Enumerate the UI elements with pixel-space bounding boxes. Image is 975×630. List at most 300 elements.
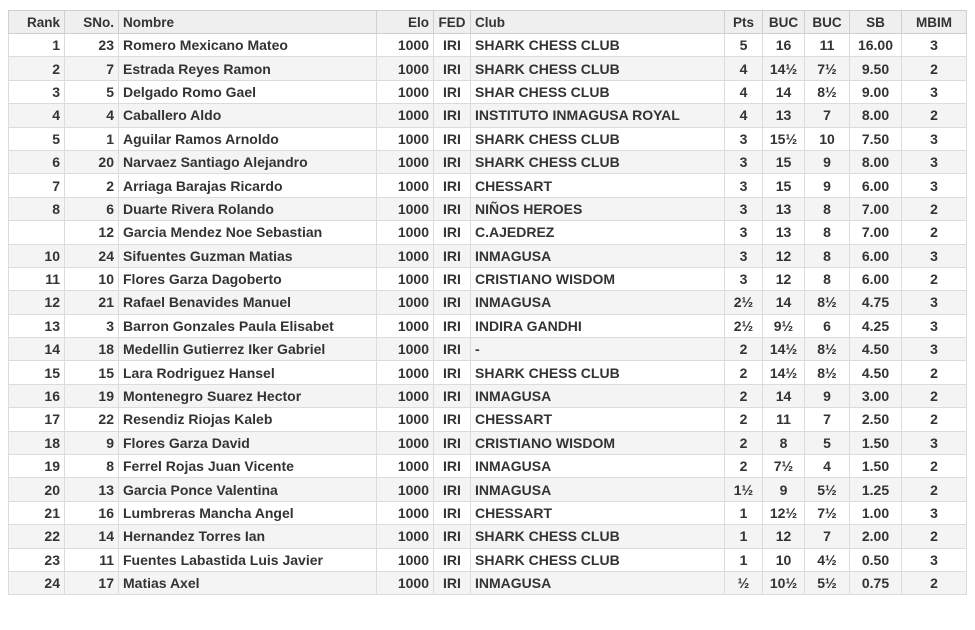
sonneborn-berger-cell: 7.50: [850, 127, 902, 150]
rank-cell: 7: [9, 174, 65, 197]
starting-number-cell: 18: [65, 338, 119, 361]
table-row: [9, 127, 967, 150]
points-cell: 2: [725, 408, 763, 431]
buchholz-cell: 9: [763, 478, 805, 501]
header-rank[interactable]: Rank: [9, 11, 65, 34]
points-cell: 2½: [725, 291, 763, 314]
mbim-cell: 2: [902, 384, 967, 407]
federation-cell: IRI: [434, 408, 471, 431]
elo-cell: 1000: [377, 197, 434, 220]
federation-cell: IRI: [434, 221, 471, 244]
elo-cell: 1000: [377, 34, 434, 57]
buchholz-cut-cell: 7½: [805, 57, 850, 80]
club-cell: CHESSART: [471, 501, 725, 524]
mbim-cell: 2: [902, 455, 967, 478]
rank-cell: 4: [9, 104, 65, 127]
federation-cell: IRI: [434, 291, 471, 314]
club-cell: -: [471, 338, 725, 361]
federation-cell: IRI: [434, 455, 471, 478]
rank-cell: 15: [9, 361, 65, 384]
rank-cell: 12: [9, 291, 65, 314]
table-row: [9, 431, 967, 454]
buchholz-cell: 14½: [763, 361, 805, 384]
rank-cell: 14: [9, 338, 65, 361]
elo-cell: 1000: [377, 104, 434, 127]
mbim-cell: 3: [902, 127, 967, 150]
federation-cell: IRI: [434, 197, 471, 220]
buchholz-cut-cell: 8: [805, 267, 850, 290]
club-cell: INMAGUSA: [471, 478, 725, 501]
federation-cell: IRI: [434, 174, 471, 197]
starting-number-cell: 9: [65, 431, 119, 454]
buchholz-cell: 12½: [763, 501, 805, 524]
player-name-cell: Flores Garza Dagoberto: [119, 267, 377, 290]
starting-number-cell: 23: [65, 34, 119, 57]
buchholz-cut-cell: 8: [805, 221, 850, 244]
table-row: [9, 104, 967, 127]
sonneborn-berger-cell: 1.50: [850, 431, 902, 454]
points-cell: 3: [725, 197, 763, 220]
elo-cell: 1000: [377, 571, 434, 594]
table-row: [9, 314, 967, 337]
club-cell: INMAGUSA: [471, 455, 725, 478]
player-name-cell: Arriaga Barajas Ricardo: [119, 174, 377, 197]
points-cell: 2: [725, 455, 763, 478]
club-cell: INMAGUSA: [471, 384, 725, 407]
federation-cell: IRI: [434, 314, 471, 337]
elo-cell: 1000: [377, 501, 434, 524]
sonneborn-berger-cell: 7.00: [850, 197, 902, 220]
buchholz-cell: 11: [763, 408, 805, 431]
elo-cell: 1000: [377, 221, 434, 244]
sonneborn-berger-cell: 9.00: [850, 80, 902, 103]
player-name-cell: Fuentes Labastida Luis Javier: [119, 548, 377, 571]
points-cell: 1: [725, 525, 763, 548]
federation-cell: IRI: [434, 525, 471, 548]
buchholz-cut-cell: 11: [805, 34, 850, 57]
points-cell: 2½: [725, 314, 763, 337]
sonneborn-berger-cell: 4.50: [850, 361, 902, 384]
buchholz-cell: 7½: [763, 455, 805, 478]
player-name-cell: Flores Garza David: [119, 431, 377, 454]
standings-table: [8, 10, 967, 595]
buchholz-cell: 10½: [763, 571, 805, 594]
standings-body: [9, 34, 967, 595]
elo-cell: 1000: [377, 361, 434, 384]
points-cell: 4: [725, 80, 763, 103]
table-row: [9, 338, 967, 361]
mbim-cell: 3: [902, 34, 967, 57]
table-row: [9, 571, 967, 594]
mbim-cell: 3: [902, 174, 967, 197]
starting-number-cell: 7: [65, 57, 119, 80]
club-cell: INMAGUSA: [471, 291, 725, 314]
header-club[interactable]: Club: [471, 11, 725, 34]
header-buc2[interactable]: BUC: [805, 11, 850, 34]
rank-cell: 22: [9, 525, 65, 548]
starting-number-cell: 17: [65, 571, 119, 594]
federation-cell: IRI: [434, 244, 471, 267]
buchholz-cut-cell: 8½: [805, 361, 850, 384]
table-row: [9, 174, 967, 197]
buchholz-cut-cell: 8: [805, 197, 850, 220]
starting-number-cell: 6: [65, 197, 119, 220]
table-row: [9, 221, 967, 244]
player-name-cell: Estrada Reyes Ramon: [119, 57, 377, 80]
table-row: [9, 267, 967, 290]
rank-cell: 24: [9, 571, 65, 594]
elo-cell: 1000: [377, 267, 434, 290]
starting-number-cell: 14: [65, 525, 119, 548]
starting-number-cell: 15: [65, 361, 119, 384]
club-cell: SHARK CHESS CLUB: [471, 34, 725, 57]
club-cell: SHARK CHESS CLUB: [471, 361, 725, 384]
elo-cell: 1000: [377, 431, 434, 454]
header-row: [9, 11, 967, 34]
rank-cell: 19: [9, 455, 65, 478]
sonneborn-berger-cell: 3.00: [850, 384, 902, 407]
rank-cell: 2: [9, 57, 65, 80]
sonneborn-berger-cell: 1.50: [850, 455, 902, 478]
federation-cell: IRI: [434, 104, 471, 127]
elo-cell: 1000: [377, 455, 434, 478]
rank-cell: 13: [9, 314, 65, 337]
elo-cell: 1000: [377, 525, 434, 548]
player-name-cell: Barron Gonzales Paula Elisabet: [119, 314, 377, 337]
club-cell: SHARK CHESS CLUB: [471, 57, 725, 80]
rank-cell: 6: [9, 150, 65, 173]
buchholz-cell: 12: [763, 525, 805, 548]
federation-cell: IRI: [434, 384, 471, 407]
buchholz-cell: 16: [763, 34, 805, 57]
club-cell: C.AJEDREZ: [471, 221, 725, 244]
player-name-cell: Romero Mexicano Mateo: [119, 34, 377, 57]
sonneborn-berger-cell: 2.00: [850, 525, 902, 548]
player-name-cell: Hernandez Torres Ian: [119, 525, 377, 548]
mbim-cell: 2: [902, 57, 967, 80]
points-cell: 3: [725, 174, 763, 197]
rank-cell: 10: [9, 244, 65, 267]
starting-number-cell: 16: [65, 501, 119, 524]
mbim-cell: 2: [902, 408, 967, 431]
federation-cell: IRI: [434, 34, 471, 57]
federation-cell: IRI: [434, 150, 471, 173]
player-name-cell: Caballero Aldo: [119, 104, 377, 127]
rank-cell: 8: [9, 197, 65, 220]
sonneborn-berger-cell: 9.50: [850, 57, 902, 80]
federation-cell: IRI: [434, 501, 471, 524]
sonneborn-berger-cell: 1.25: [850, 478, 902, 501]
mbim-cell: 3: [902, 150, 967, 173]
sonneborn-berger-cell: 6.00: [850, 267, 902, 290]
starting-number-cell: 12: [65, 221, 119, 244]
sonneborn-berger-cell: 6.00: [850, 174, 902, 197]
sonneborn-berger-cell: 16.00: [850, 34, 902, 57]
starting-number-cell: 5: [65, 80, 119, 103]
header-sno[interactable]: SNo.: [65, 11, 119, 34]
mbim-cell: 2: [902, 571, 967, 594]
rank-cell: 16: [9, 384, 65, 407]
player-name-cell: Delgado Romo Gael: [119, 80, 377, 103]
mbim-cell: 3: [902, 501, 967, 524]
points-cell: 2: [725, 361, 763, 384]
starting-number-cell: 2: [65, 174, 119, 197]
starting-number-cell: 24: [65, 244, 119, 267]
elo-cell: 1000: [377, 174, 434, 197]
buchholz-cell: 8: [763, 431, 805, 454]
mbim-cell: 3: [902, 314, 967, 337]
buchholz-cell: 12: [763, 244, 805, 267]
elo-cell: 1000: [377, 314, 434, 337]
table-row: [9, 34, 967, 57]
buchholz-cell: 13: [763, 197, 805, 220]
club-cell: INSTITUTO INMAGUSA ROYAL: [471, 104, 725, 127]
rank-cell: 21: [9, 501, 65, 524]
points-cell: 3: [725, 150, 763, 173]
buchholz-cell: 9½: [763, 314, 805, 337]
starting-number-cell: 10: [65, 267, 119, 290]
points-cell: 3: [725, 244, 763, 267]
buchholz-cut-cell: 8: [805, 244, 850, 267]
points-cell: 1: [725, 548, 763, 571]
buchholz-cut-cell: 9: [805, 150, 850, 173]
federation-cell: IRI: [434, 57, 471, 80]
points-cell: 3: [725, 127, 763, 150]
points-cell: 2: [725, 338, 763, 361]
table-row: [9, 57, 967, 80]
sonneborn-berger-cell: 0.75: [850, 571, 902, 594]
player-name-cell: Aguilar Ramos Arnoldo: [119, 127, 377, 150]
club-cell: SHARK CHESS CLUB: [471, 548, 725, 571]
header-name[interactable]: Nombre: [119, 11, 377, 34]
table-row: [9, 525, 967, 548]
buchholz-cell: 13: [763, 104, 805, 127]
table-row: [9, 361, 967, 384]
club-cell: SHARK CHESS CLUB: [471, 150, 725, 173]
federation-cell: IRI: [434, 127, 471, 150]
rank-cell: 23: [9, 548, 65, 571]
player-name-cell: Matias Axel: [119, 571, 377, 594]
header-sb[interactable]: SB: [850, 11, 902, 34]
buchholz-cut-cell: 8½: [805, 80, 850, 103]
buchholz-cut-cell: 9: [805, 384, 850, 407]
header-mbim[interactable]: MBIM: [902, 11, 967, 34]
rank-cell: 20: [9, 478, 65, 501]
sonneborn-berger-cell: 4.50: [850, 338, 902, 361]
standings-panel: [8, 10, 966, 595]
club-cell: CRISTIANO WISDOM: [471, 267, 725, 290]
player-name-cell: Duarte Rivera Rolando: [119, 197, 377, 220]
points-cell: ½: [725, 571, 763, 594]
mbim-cell: 3: [902, 338, 967, 361]
club-cell: SHARK CHESS CLUB: [471, 127, 725, 150]
starting-number-cell: 19: [65, 384, 119, 407]
sonneborn-berger-cell: 4.25: [850, 314, 902, 337]
buchholz-cut-cell: 8½: [805, 291, 850, 314]
starting-number-cell: 4: [65, 104, 119, 127]
buchholz-cell: 15: [763, 174, 805, 197]
sonneborn-berger-cell: 8.00: [850, 104, 902, 127]
mbim-cell: 3: [902, 548, 967, 571]
sonneborn-berger-cell: 7.00: [850, 221, 902, 244]
table-row: [9, 478, 967, 501]
starting-number-cell: 20: [65, 150, 119, 173]
header-buc1[interactable]: BUC: [763, 11, 805, 34]
buchholz-cut-cell: 5½: [805, 571, 850, 594]
elo-cell: 1000: [377, 80, 434, 103]
buchholz-cut-cell: 7: [805, 104, 850, 127]
points-cell: 1: [725, 501, 763, 524]
club-cell: SHAR CHESS CLUB: [471, 80, 725, 103]
sonneborn-berger-cell: 1.00: [850, 501, 902, 524]
federation-cell: IRI: [434, 361, 471, 384]
sonneborn-berger-cell: 6.00: [850, 244, 902, 267]
buchholz-cell: 10: [763, 548, 805, 571]
mbim-cell: 2: [902, 361, 967, 384]
table-row: [9, 548, 967, 571]
club-cell: CHESSART: [471, 408, 725, 431]
table-row: [9, 291, 967, 314]
elo-cell: 1000: [377, 150, 434, 173]
player-name-cell: Lumbreras Mancha Angel: [119, 501, 377, 524]
federation-cell: IRI: [434, 571, 471, 594]
rank-cell: 3: [9, 80, 65, 103]
points-cell: 4: [725, 104, 763, 127]
elo-cell: 1000: [377, 57, 434, 80]
header-elo[interactable]: Elo: [377, 11, 434, 34]
sonneborn-berger-cell: 2.50: [850, 408, 902, 431]
table-row: [9, 384, 967, 407]
table-row: [9, 150, 967, 173]
elo-cell: 1000: [377, 291, 434, 314]
sonneborn-berger-cell: 8.00: [850, 150, 902, 173]
club-cell: SHARK CHESS CLUB: [471, 525, 725, 548]
club-cell: CRISTIANO WISDOM: [471, 431, 725, 454]
rank-cell: 1: [9, 34, 65, 57]
buchholz-cell: 14: [763, 291, 805, 314]
buchholz-cut-cell: 6: [805, 314, 850, 337]
mbim-cell: 2: [902, 267, 967, 290]
mbim-cell: 3: [902, 244, 967, 267]
starting-number-cell: 21: [65, 291, 119, 314]
mbim-cell: 2: [902, 197, 967, 220]
player-name-cell: Garcia Ponce Valentina: [119, 478, 377, 501]
player-name-cell: Ferrel Rojas Juan Vicente: [119, 455, 377, 478]
rank-cell: 18: [9, 431, 65, 454]
buchholz-cut-cell: 10: [805, 127, 850, 150]
buchholz-cut-cell: 7: [805, 525, 850, 548]
points-cell: 1½: [725, 478, 763, 501]
player-name-cell: Garcia Mendez Noe Sebastian: [119, 221, 377, 244]
points-cell: 3: [725, 221, 763, 244]
buchholz-cell: 15½: [763, 127, 805, 150]
sonneborn-berger-cell: 4.75: [850, 291, 902, 314]
buchholz-cell: 13: [763, 221, 805, 244]
starting-number-cell: 1: [65, 127, 119, 150]
player-name-cell: Montenegro Suarez Hector: [119, 384, 377, 407]
player-name-cell: Resendiz Riojas Kaleb: [119, 408, 377, 431]
club-cell: INMAGUSA: [471, 244, 725, 267]
buchholz-cell: 14: [763, 80, 805, 103]
rank-cell: 5: [9, 127, 65, 150]
elo-cell: 1000: [377, 478, 434, 501]
player-name-cell: Medellin Gutierrez Iker Gabriel: [119, 338, 377, 361]
rank-cell: 17: [9, 408, 65, 431]
federation-cell: IRI: [434, 478, 471, 501]
club-cell: INMAGUSA: [471, 571, 725, 594]
buchholz-cut-cell: 4: [805, 455, 850, 478]
elo-cell: 1000: [377, 244, 434, 267]
points-cell: 3: [725, 267, 763, 290]
elo-cell: 1000: [377, 408, 434, 431]
mbim-cell: 3: [902, 80, 967, 103]
header-fed[interactable]: FED: [434, 11, 471, 34]
table-row: [9, 408, 967, 431]
federation-cell: IRI: [434, 80, 471, 103]
elo-cell: 1000: [377, 338, 434, 361]
buchholz-cut-cell: 5½: [805, 478, 850, 501]
table-row: [9, 501, 967, 524]
table-row: [9, 455, 967, 478]
player-name-cell: Narvaez Santiago Alejandro: [119, 150, 377, 173]
buchholz-cut-cell: 7: [805, 408, 850, 431]
mbim-cell: 2: [902, 478, 967, 501]
elo-cell: 1000: [377, 127, 434, 150]
buchholz-cut-cell: 8½: [805, 338, 850, 361]
mbim-cell: 2: [902, 525, 967, 548]
elo-cell: 1000: [377, 384, 434, 407]
mbim-cell: 3: [902, 431, 967, 454]
buchholz-cell: 14½: [763, 57, 805, 80]
federation-cell: IRI: [434, 267, 471, 290]
player-name-cell: Rafael Benavides Manuel: [119, 291, 377, 314]
starting-number-cell: 22: [65, 408, 119, 431]
club-cell: INDIRA GANDHI: [471, 314, 725, 337]
federation-cell: IRI: [434, 338, 471, 361]
table-row: [9, 244, 967, 267]
table-row: [9, 80, 967, 103]
buchholz-cut-cell: 5: [805, 431, 850, 454]
buchholz-cell: 14: [763, 384, 805, 407]
federation-cell: IRI: [434, 431, 471, 454]
starting-number-cell: 3: [65, 314, 119, 337]
header-pts[interactable]: Pts: [725, 11, 763, 34]
club-cell: CHESSART: [471, 174, 725, 197]
points-cell: 4: [725, 57, 763, 80]
rank-cell: [9, 221, 65, 244]
club-cell: NIÑOS HEROES: [471, 197, 725, 220]
points-cell: 5: [725, 34, 763, 57]
buchholz-cut-cell: 9: [805, 174, 850, 197]
player-name-cell: Sifuentes Guzman Matias: [119, 244, 377, 267]
points-cell: 2: [725, 384, 763, 407]
player-name-cell: Lara Rodriguez Hansel: [119, 361, 377, 384]
starting-number-cell: 11: [65, 548, 119, 571]
mbim-cell: 3: [902, 291, 967, 314]
starting-number-cell: 13: [65, 478, 119, 501]
points-cell: 2: [725, 431, 763, 454]
rank-cell: 11: [9, 267, 65, 290]
sonneborn-berger-cell: 0.50: [850, 548, 902, 571]
mbim-cell: 2: [902, 221, 967, 244]
buchholz-cell: 14½: [763, 338, 805, 361]
buchholz-cell: 12: [763, 267, 805, 290]
table-row: [9, 197, 967, 220]
buchholz-cell: 15: [763, 150, 805, 173]
federation-cell: IRI: [434, 548, 471, 571]
buchholz-cut-cell: 7½: [805, 501, 850, 524]
elo-cell: 1000: [377, 548, 434, 571]
